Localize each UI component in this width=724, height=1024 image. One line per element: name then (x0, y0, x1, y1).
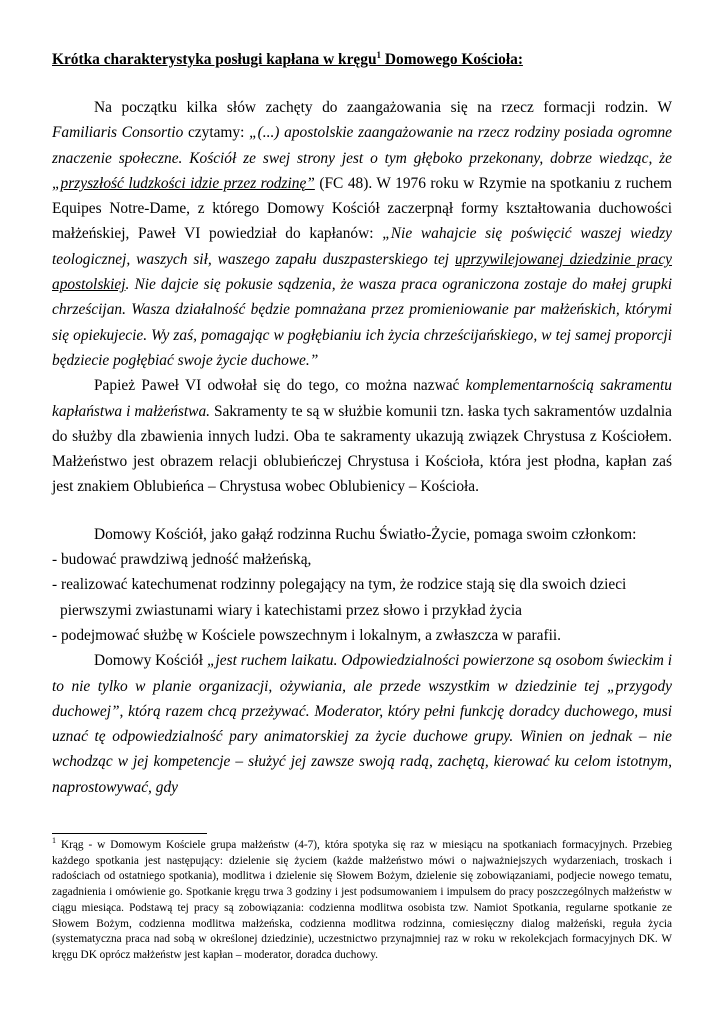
list-item: - budować prawdziwą jedność małżeńską, (52, 551, 312, 569)
p1-text-3: (FC 48). W 1976 roku w Rzymie na spotkaniu z ruchem Equipes Notre-Dame, z którego Domowy Kościół zaczerpnął formy kształtowania duchowości małżeńskiej, Paweł VI powiedział do kapłanów: (52, 174, 672, 243)
document-title (52, 48, 672, 72)
p1-quote-3: . Nie dajcie się pokusie sądzenia, że wasza praca ograniczona zostaje do małej grupki chrześcijan. Wasza działalność będzie pomnażana przez promieniowanie par małżeńskich, którymi się opiekujecie. Wy zaś, pomagając w pogłębianiu ich życia chrześcijańskiego, w tej samej proporcji będziecie pogłębiać swoje życie duchowe.” (52, 276, 672, 369)
p1-quote-2: „Nie wahajcie się poświęcić waszej wiedzy teologicznej, waszych sił, waszego zapału duszpasterskiego tej (52, 225, 672, 268)
document-page (52, 48, 672, 800)
list-item: - podejmować służbę w Kościele powszechnym i lokalnym, a zwłaszcza w parafii. (52, 626, 561, 644)
footnote-reference[interactable]: 1 (376, 49, 382, 60)
paragraph-ruch-laikatu (52, 648, 672, 800)
p2-italic: komplementarnością sakramentu kapłaństwa i małżeństwa. (52, 377, 672, 420)
member-tasks-list (52, 547, 672, 648)
footnote-text: Krąg - w Domowym Kościele grupa małżeństw (4-7), która spotyka się raz w miesiącu na spotkaniach formacyjnych. Przebieg każdego spotkania jest następujący: dzielenie się życiem (każde małżeństwo mówi o najważniejszych wydarzeniach, troskach i radościach od ostatniego spotkania), modlitwa i dzielenie się Słowem Bożym, dzielenie się zobowiązaniami, podjecie nowego tematu, zagadnienia i omówienie go. Spotkanie kręgu trwa 3 godziny i jest podsumowaniem i impulsem do pracy poszczególnych małżeństw w ciągu miesiąca. Podstawą tej pracy są zobowiązania: codzienna modlitwa osobista tzw. Namiot Spotkania, regularne spotkanie ze Słowem Bożym, codzienna modlitwa małżeńska, codzienna modlitwa rodzinna, comiesięczny dialog małżeński, reguła życia (systematyczna praca nad sobą w określonej dziedzinie), uczestnictwo przynajmniej raz w roku w rekolekcjach formacyjnych DK. W kręgu DK oprócz małżeństw jest kapłan – moderator, doradca duchowy. (52, 839, 672, 961)
footnote-separator (52, 833, 207, 834)
p1-text-2: czytamy: (183, 124, 250, 142)
p1-quote-1: „(...) apostolskie zaangażowanie na rzecz rodziny posiada ogromne znaczenie społeczne. Kościół ze swej strony jest o tym głęboko przekonany, dobrze wiedząc, że (52, 124, 672, 167)
title-text: Krótka charakterystyka posługi kapłana w kręgu (52, 51, 377, 68)
p2-text-1: Papież Paweł VI odwołał się do tego, co można nazwać (94, 377, 466, 395)
list-item: - realizować katechumenat rodzinny polegający na tym, że rodzice stają się dla swoich dzieci pierwszymi zwiastunami wiary i katechistami przez słowo i przykład życia (52, 576, 627, 619)
title-text-end: Domowego Kościoła: (381, 51, 523, 68)
footnote (52, 838, 672, 964)
p1-text-1: Na początku kilka słów zachęty do zaangażowania się na rzecz formacji rodzin. W (94, 99, 672, 116)
p4-quote: „jest ruchem laikatu. Odpowiedzialności powierzone są osobom świeckim i to nie tylko w planie organizacji, ożywiania, ale przede wszystkim w dziedzinie tej „przygody duchowej”, którą razem chcą przeżywać. Moderator, który pełni funkcję doradcy duchowego, musi uznać tę odpowiedzialność pary animatorskiej za życie duchowe grupy. Winien on jednak – nie wchodząc w jej kompetencje – służyć jej zawsze swoją radą, zachętą, kierować ku celom istotnym, naprostowywać, gdy (52, 652, 672, 796)
p1-underlined-quote: „przyszłość ludzkości idzie przez rodzinę” (52, 174, 315, 192)
paragraph-pawel-vi (52, 373, 672, 499)
p4-text-1: Domowy Kościół (94, 652, 207, 670)
paragraph-domowy-kosciol-intro: Domowy Kościół, jako gałąź rodzinna Ruchu Światło-Życie, pomaga swoim członkom: (94, 525, 637, 543)
paragraph-familiaris-consortio (52, 95, 672, 373)
footnote-mark: 1 (52, 836, 56, 846)
p1-italic-1: Familiaris Consortio (52, 124, 184, 142)
p1-underlined-phrase: uprzywilejowanej dziedzinie pracy apostolskiej (52, 250, 672, 294)
p2-text-2: Sakramenty te są w służbie komunii tzn. łaska tych sakramentów uzdalnia do służby dla zbawienia innych ludzi. Oba te sakramenty ukazują związek Chrystusa z Kościołem. Małżeństwo jest obrazem relacji oblubieńczej Chrystusa i Kościoła, która jest płodna, kapłan zaś jest znakiem Oblubieńca – Chrystusa wobec Oblubienicy – Kościoła. (52, 402, 672, 496)
